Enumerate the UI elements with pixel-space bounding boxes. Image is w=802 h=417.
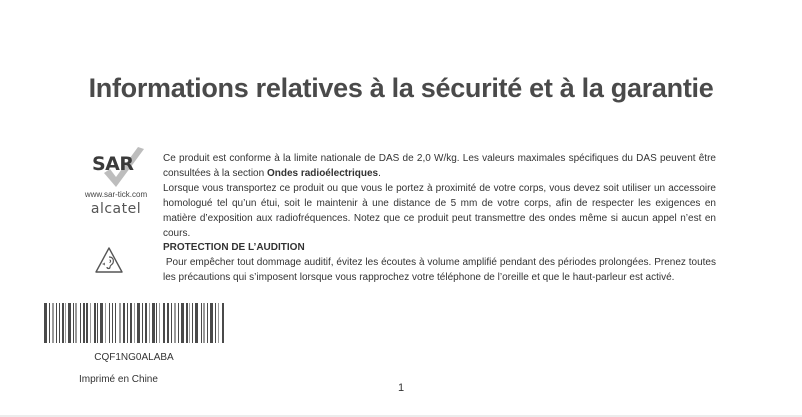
sar-label: SAR bbox=[92, 153, 134, 175]
sar-paragraph bbox=[163, 151, 716, 241]
radio-waves-reference: Ondes radioélectriques bbox=[266, 168, 379, 179]
hearing-body: Pour empêcher tout dommage auditif, évitez les écoutes à volume amplifié pendant des périodes prolongées. Prenez toutes les précautions qui s’imposent lorsque vous rapprochez votre téléphone de l’oreille et que le haut-parleur est activé. bbox=[163, 257, 719, 283]
hearing-heading: PROTECTION DE L’AUDITION bbox=[163, 242, 305, 253]
barcode-bar bbox=[222, 303, 224, 343]
sar-text-1: Ce produit est conforme à la limite nationale de DAS de 2,0 W/kg. Les valeurs maximales spécifiques du DAS peuvent être consultées à la section bbox=[163, 153, 716, 179]
sar-text-1-end: . bbox=[378, 168, 381, 179]
alcatel-logo: alcatel bbox=[90, 201, 142, 217]
page-number: 1 bbox=[397, 382, 405, 394]
hearing-warning-icon bbox=[94, 246, 124, 274]
sar-url: www.sar-tick.com bbox=[84, 190, 148, 199]
barcode bbox=[44, 303, 224, 343]
hearing-paragraph bbox=[163, 240, 719, 285]
printed-in-label: Imprimé en Chine bbox=[79, 374, 158, 385]
sar-text-2: Lorsque vous transportez ce produit ou que vous le portez à proximité de votre corps, vous devez soit utiliser un accessoire homologué tel qu’un étui, soit le maintenir à une distance de 5 mm de votre corps, afin de respecter les exigences en matière d’exposition aux radiofréquences. Notez que ce produit peut transmettre des ondes même si aucun appel n’est en cours. bbox=[163, 183, 716, 239]
barcode-number: CQF1NG0ALABA bbox=[94, 352, 174, 363]
sar-logo bbox=[78, 145, 154, 219]
page-title: Informations relatives à la sécurité et à la garantie bbox=[88, 73, 714, 103]
